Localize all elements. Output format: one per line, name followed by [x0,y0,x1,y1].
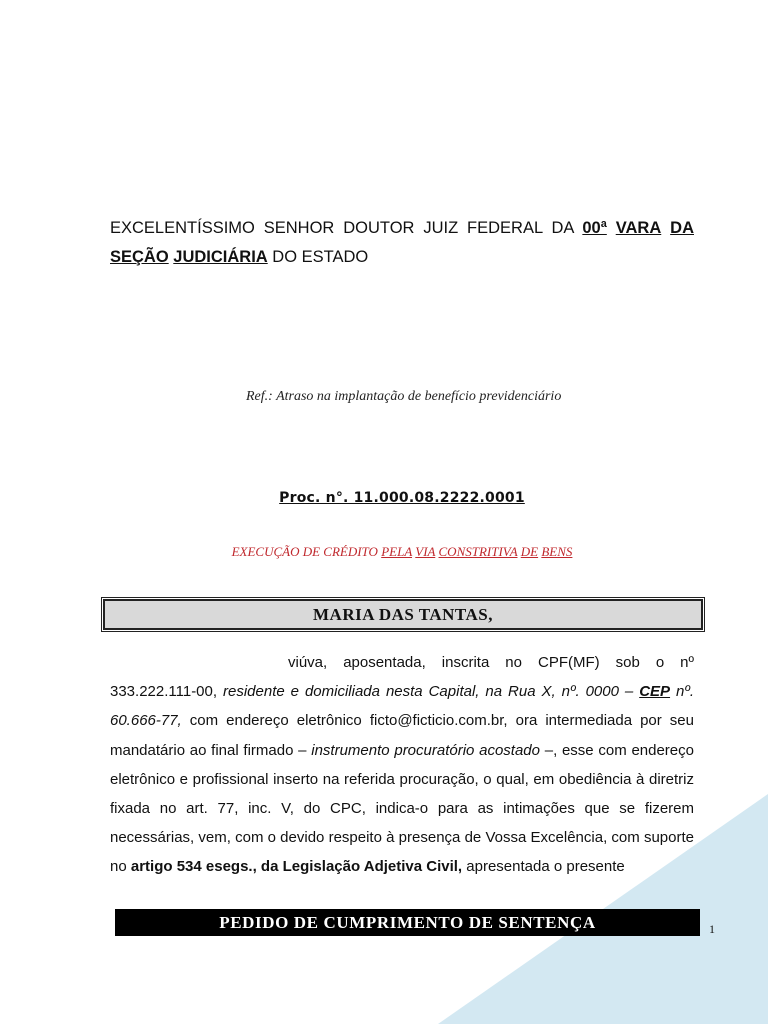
body-t4: com endereço eletrônico ficto@ficticio.com.br, ora intermediada por seu mandatário ao final firmado – [110,712,694,759]
petition-title: PEDIDO DE CUMPRIMENTO DE SENTENÇA [219,912,596,932]
body-cep: CEP [639,683,671,701]
body-t1: viúva, aposentada, inscrita no CPF(MF) sob o nº 333.222.111-00, [110,654,694,701]
execution-de: DE [520,544,539,559]
reference-line: Ref.: Atraso na implantação de benefício previdenciário [246,389,562,404]
body-t7: artigo 534 esegs., da Legislação Adjetiva Civil, [130,858,463,876]
body-t8: apresentada o presente [462,858,625,876]
execution-title [0,544,768,560]
vara-word: VARA [615,219,662,237]
da-word: DA [670,219,694,237]
vara-number: 00ª [582,219,607,237]
execution-pela: PELA [381,544,413,559]
address-suffix: DO ESTADO [267,248,369,266]
page-number: 1 [709,922,715,936]
court-address [110,214,694,272]
address-prefix: EXCELENTÍSSIMO SENHOR DOUTOR JUIZ FEDERAL DA [110,219,583,237]
process-number: Proc. n°. 11.000.08.2222.0001 [279,490,525,506]
body-t2: residente e domiciliada nesta Capital, na Rua X, nº. 0000 – [223,683,640,701]
judiciaria-word: JUDICIÁRIA [173,248,268,266]
body-paragraph [110,648,694,882]
execution-via: VIA [415,544,436,559]
body-t6: –, esse com endereço eletrônico e profissional inserto na referida procuração, o qual, em obediência à diretriz fixada no art. 77, inc. V, do CPC, indica-o para as intimações que se fizerem necessárias, vem, com o devido respeito à presença de Vossa Excelência, com suporte no [110,741,694,876]
body-t5: instrumento procuratório acostado [311,741,540,759]
party-name-box [103,599,703,630]
execution-bens: BENS [541,544,573,559]
execution-constritiva: CONSTRITIVA [438,544,518,559]
petition-title-bar [115,909,700,936]
execution-part1: EXECUÇÃO DE CRÉDITO [231,544,382,559]
secao-word: SEÇÃO [110,248,169,266]
body-t3: nº. 60.666-77, [110,683,694,730]
party-name: MARIA DAS TANTAS, [313,604,493,624]
